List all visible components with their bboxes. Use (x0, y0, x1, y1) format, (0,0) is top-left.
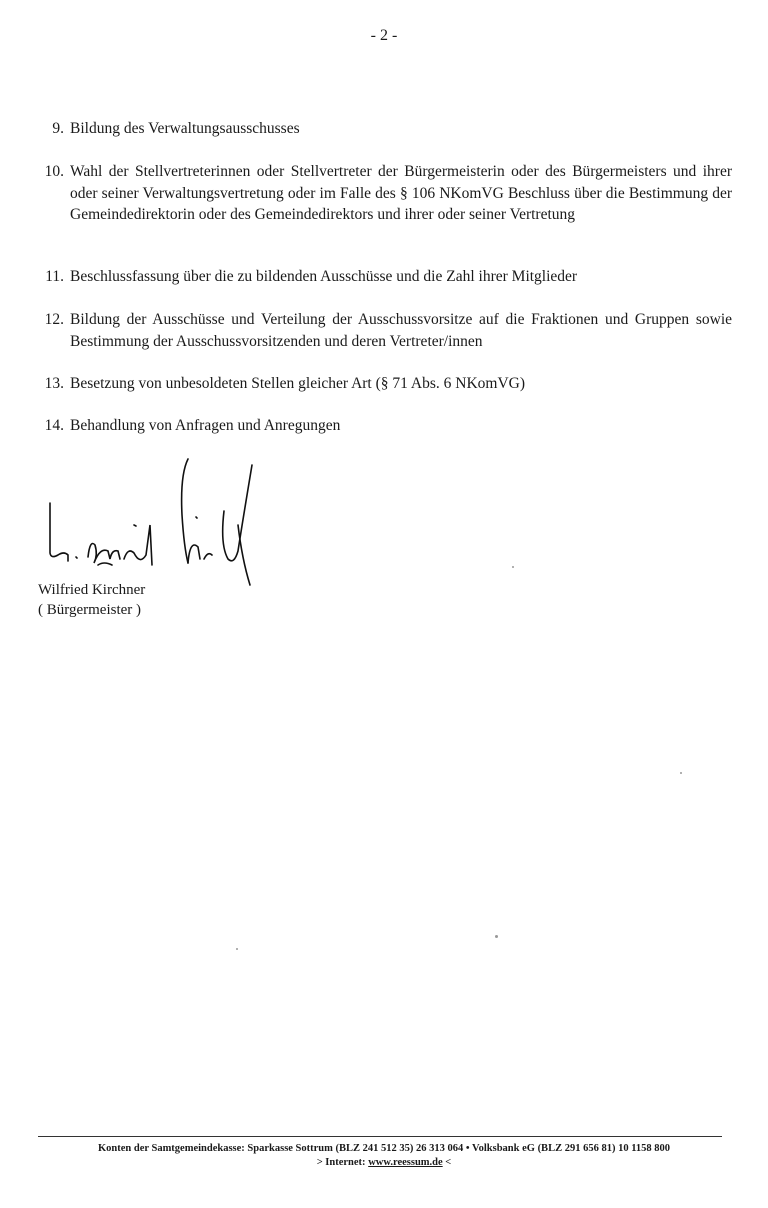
agenda-number: 9. (52, 120, 64, 137)
agenda-number: 12. (44, 311, 64, 328)
agenda-item-12 (38, 309, 732, 352)
agenda-text: Behandlung von Anfragen und Anregungen (70, 417, 341, 434)
agenda-number: 13. (44, 375, 64, 392)
agenda-number: 14. (44, 417, 64, 434)
agenda-text: Beschlussfassung über die zu bildenden Ausschüsse und die Zahl ihrer Mitglieder (70, 268, 578, 285)
footer-internet (0, 1156, 768, 1170)
scan-speck (680, 772, 682, 774)
agenda-text: Bildung des Verwaltungsausschusses (70, 120, 300, 137)
agenda-number: 10. (44, 163, 64, 180)
agenda-text: Wahl der Stellvertreterinnen oder Stellvertreter der Bürgermeisterin oder des Bürgermeisters und ihrer oder seiner Verwaltungsvertretung oder im Falle des § 106 NKomVG Beschluss über die Bestimmung der Gemeindedirektorin oder des Gemeindedirektors und ihrer oder seiner Vertretung (70, 163, 732, 223)
agenda-item-13 (38, 373, 732, 395)
agenda-text: Besetzung von unbesoldeten Stellen gleicher Art (§ 71 Abs. 6 NKomVG) (70, 375, 526, 392)
signer-name: Wilfried Kirchner (38, 582, 146, 598)
agenda-item-14 (38, 415, 732, 437)
scan-speck (512, 566, 514, 568)
website-link[interactable]: www.reessum.de (368, 1157, 443, 1168)
footer-divider (38, 1136, 722, 1137)
agenda-number: 11. (45, 268, 64, 285)
scan-speck (236, 948, 238, 950)
page-number: - 2 - (370, 27, 398, 44)
internet-prefix: > Internet: (316, 1157, 366, 1168)
agenda-item-9 (38, 118, 732, 140)
signer-title: ( Bürgermeister ) (38, 602, 142, 618)
handwritten-signature (38, 455, 278, 595)
agenda-item-10 (38, 161, 732, 226)
internet-suffix: < (445, 1157, 452, 1168)
agenda-item-11 (38, 266, 732, 288)
agenda-text: Bildung der Ausschüsse und Verteilung der Ausschussvorsitze auf die Fraktionen und Gruppen sowie Bestimmung der Ausschussvorsitzenden und deren Vertreter/innen (70, 311, 732, 350)
scan-speck (495, 935, 498, 938)
footer-accounts: Konten der Samtgemeindekasse: Sparkasse Sottrum (BLZ 241 512 35) 26 313 064 • Volksbank eG (BLZ 291 656 81) 10 1158 800 (98, 1143, 670, 1154)
